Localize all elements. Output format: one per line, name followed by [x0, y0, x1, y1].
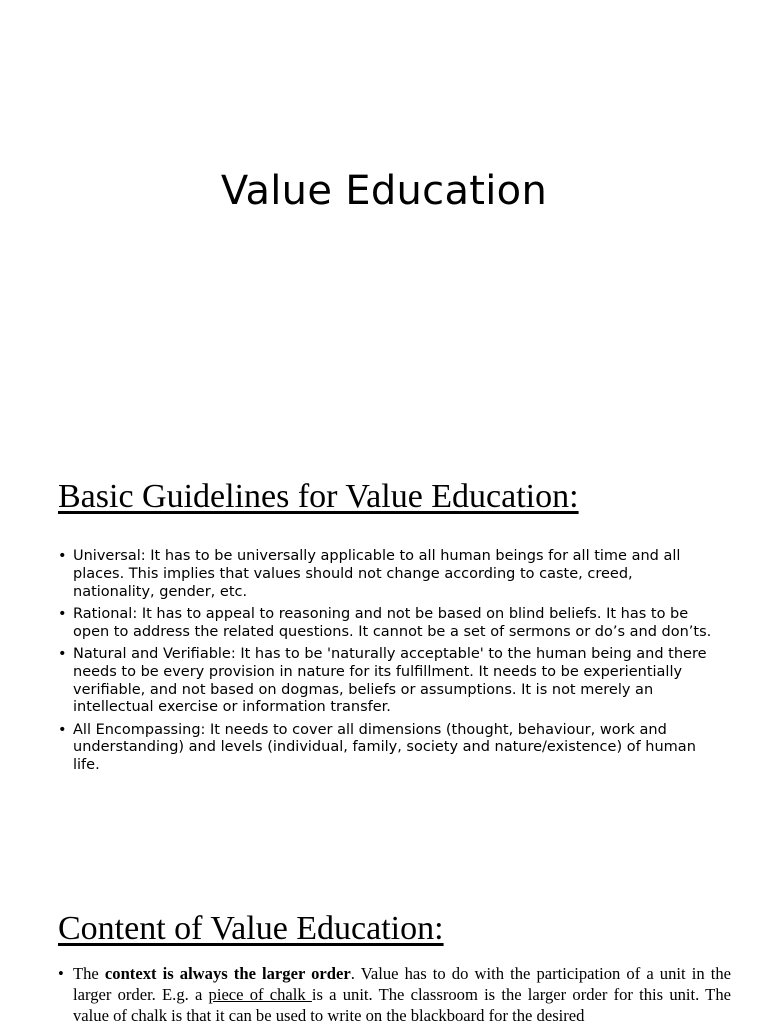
text-run: is a unit. The classroom is the larger order for this unit. The value of chalk is that it can be used to write on the blackboard for the desired	[73, 985, 731, 1024]
bullet-icon: •	[58, 964, 64, 983]
list-item	[58, 646, 718, 717]
text-run: . Value has to do with the participation of a unit in the larger order. E.g. a	[73, 964, 731, 1004]
page-title: Value Education	[220, 168, 548, 214]
list-item	[58, 963, 731, 1024]
content-list	[58, 963, 731, 1024]
bullet-icon: •	[58, 721, 67, 738]
list-item-text: Rational: It has to appeal to reasoning and not be based on blind beliefs. It has to be open to address the related questions. It cannot be a set of sermons or do’s and don’ts.	[73, 605, 712, 640]
title-slide	[0, 0, 768, 432]
list-item-text: All Encompassing: It needs to cover all dimensions (thought, behaviour, work and understanding) and levels (individual, family, society and nature/existence) of human life.	[73, 721, 696, 774]
content-heading: Content of Value Education:	[58, 910, 444, 947]
bullet-icon: •	[58, 548, 67, 564]
bold-phrase: context is always the larger order	[104, 964, 351, 983]
guidelines-slide	[0, 432, 768, 864]
bullet-icon: •	[58, 605, 67, 622]
list-item	[58, 606, 718, 642]
list-item-text: Universal: It has to be universally applicable to all human beings for all time and all places. This implies that values should not change according to caste, creed, nationality, gender, etc.	[73, 548, 681, 600]
underlined-phrase: piece of chalk	[208, 985, 312, 1004]
list-item	[58, 722, 718, 775]
bullet-icon: •	[58, 645, 67, 662]
text-run: The	[73, 964, 105, 983]
list-item	[58, 548, 718, 601]
content-slide	[0, 864, 768, 1024]
guidelines-heading: Basic Guidelines for Value Education:	[58, 478, 579, 515]
guidelines-list	[58, 548, 718, 780]
list-item-text: Natural and Verifiable: It has to be 'naturally acceptable' to the human being and there needs to be every provision in nature for its fulfillment. It needs to be experientially verifiable, and not based on dogmas, beliefs or assumptions. It is not merely an intellectual exercise or information transfer.	[73, 645, 707, 716]
